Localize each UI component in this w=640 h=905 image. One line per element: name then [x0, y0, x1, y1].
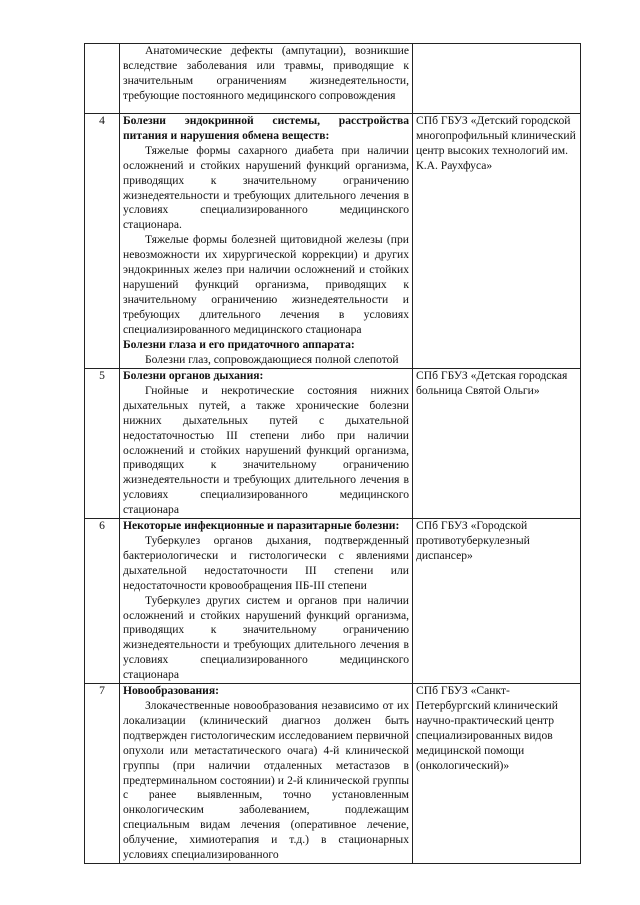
- paragraph: Туберкулез других систем и органов при наличии осложнений и стойких нарушений функций организма, приводящих к значительному ограничению жизнедеятельности и требующих длительного лечения в условиях специализированного медицинского стационара: [123, 593, 409, 682]
- paragraph: Злокачественные новообразования независимо от их локализации (клинический диагноз должен быть подтвержден гистологическим исследованием первичной опухоли или метастатического очага) 4-й клинической группы (при наличии отдаленных метастазов в предтерминальном состоянии) и 2-й клинической группы с ранее выявленным, точно установленным онкологическим заболеванием, подлежащим специальным видам лечения (оперативное лечение, облучение, химиотерапия и т.д.) в стационарных условиях специализированного: [123, 698, 409, 862]
- table-row: [85, 114, 581, 369]
- section-heading: Некоторые инфекционные и паразитарные болезни:: [123, 519, 400, 533]
- organization-cell: СПб ГБУЗ «Детский городской многопрофильный клинический центр высоких технологий им. К.А. Раухфуса»: [413, 114, 581, 369]
- paragraph: Туберкулез органов дыхания, подтвержденный бактериологически и гистологически с явлениями дыхательной недостаточности III степени или недостаточности кровообращения IIБ-III степени: [123, 533, 409, 592]
- organization-cell: СПб ГБУЗ «Санкт-Петербургский клинический научно-практический центр специализированных видов медицинской помощи (онкологический)»: [413, 684, 581, 864]
- section-heading: Болезни органов дыхания:: [123, 369, 264, 382]
- disease-cell: [120, 44, 413, 114]
- paragraph: Анатомические дефекты (ампутации), возникшие вследствие заболевания или травмы, приводящие к значительным ограничениям жизнедеятельности, требующие постоянного медицинского сопровождения: [123, 44, 409, 102]
- row-number: 4: [85, 114, 120, 369]
- table-row: [85, 519, 581, 684]
- row-number: 7: [85, 684, 120, 864]
- section-heading: Новообразования:: [123, 684, 219, 698]
- paragraph: Болезни глаз, сопровождающиеся полной слепотой: [145, 352, 399, 366]
- organization-cell: СПб ГБУЗ «Детская городская больница Святой Ольги»: [413, 369, 581, 519]
- disease-cell: [120, 519, 413, 684]
- disease-cell: [120, 369, 413, 519]
- paragraph: Тяжелые формы болезней щитовидной железы (при невозможности их хирургической коррекции) и других эндокринных желез при наличии осложнений и стойких нарушений функций организма, приводящих к значительному ограничению жизнедеятельности и требующих длительного лечения в условиях специализированного медицинского стационара: [123, 233, 409, 336]
- section-heading: Болезни глаза и его придаточного аппарата:: [123, 337, 355, 351]
- table-row: [85, 44, 581, 114]
- row-number: 6: [85, 519, 120, 684]
- paragraph: Тяжелые формы сахарного диабета при наличии осложнений и стойких нарушений функций организма, приводящих к значительному ограничению жизнедеятельности и требующих длительного лечения в условиях специализированного медицинского стационара.: [123, 143, 409, 232]
- section-heading: Болезни эндокринной системы, расстройства питания и нарушения обмена веществ:: [123, 114, 409, 142]
- paragraph: Гнойные и некротические состояния нижних дыхательных путей, а также хронические болезни нижних дыхательных путей с дыхательной недостаточностью III степени либо при наличии осложнений и стойких нарушений функций организма, приводящих к значительному ограничению жизнедеятельности и требующих длительного лечения в условиях специализированного медицинского стационара: [123, 383, 409, 517]
- disease-cell: [120, 684, 413, 864]
- disease-table: [84, 43, 581, 864]
- row-number: [85, 44, 120, 114]
- table-row: [85, 684, 581, 864]
- row-number: 5: [85, 369, 120, 519]
- organization-cell: СПб ГБУЗ «Городской противотуберкулезный диспансер»: [413, 519, 581, 684]
- organization-cell: [413, 44, 581, 114]
- disease-cell: [120, 114, 413, 369]
- table-row: [85, 369, 581, 519]
